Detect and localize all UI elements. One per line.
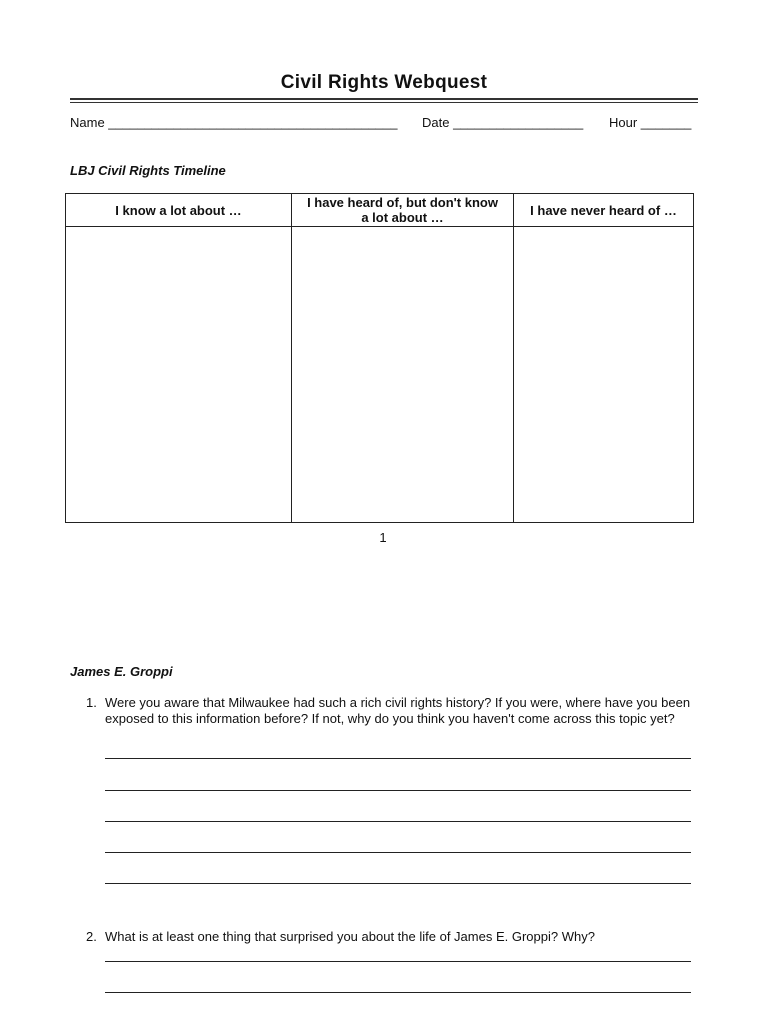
table-header-row [66,194,694,227]
column-header-never: I have never heard of … [514,194,694,227]
name-field[interactable]: Name ________________________________________ [70,115,398,130]
answer-line[interactable] [105,883,691,884]
table-row [66,227,694,523]
column-header-know: I know a lot about … [66,194,292,227]
column-header-heard: I have heard of, but don't know a lot about … [292,194,514,227]
date-field[interactable]: Date __________________ [422,115,584,130]
question-number: 1. [86,695,97,710]
title-rule-thin [70,102,698,103]
answer-line[interactable] [105,790,691,791]
answer-line[interactable] [105,758,691,759]
answer-cell-never[interactable] [514,227,694,523]
question-2 [86,929,696,945]
question-text: Were you aware that Milwaukee had such a rich civil rights history? If you were, where have you been exposed to this information before? If not, why do you think you haven't come across this topic yet? [105,695,691,726]
question-number: 2. [86,929,97,944]
page-number: 1 [379,530,387,545]
answer-line[interactable] [105,961,691,962]
answer-line[interactable] [105,992,691,993]
page-title: Civil Rights Webquest [280,72,488,93]
answer-line[interactable] [105,852,691,853]
title-rule-thick [70,98,698,100]
info-row [70,115,698,133]
section-heading-lbj: LBJ Civil Rights Timeline [70,163,226,178]
question-1 [86,695,696,727]
answer-line[interactable] [105,821,691,822]
question-text: What is at least one thing that surprised you about the life of James E. Groppi? Why? [105,929,595,944]
answer-cell-know[interactable] [66,227,292,523]
hour-field[interactable]: Hour _______ [609,115,692,130]
section-heading-groppi: James E. Groppi [70,664,173,679]
kwl-table [65,193,694,523]
answer-cell-heard[interactable] [292,227,514,523]
